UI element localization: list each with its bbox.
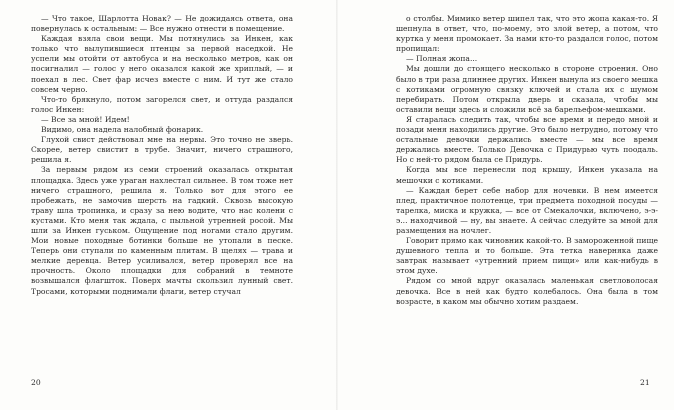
- right-paragraph: Рядом со мной вдруг оказалась маленькая светловолосая девочка. Все в ней как будто колебалось. Она была в том возрасте, в каком мы обычно хотим раздаем.: [396, 276, 658, 306]
- left-paragraph: — Что такое, Шарлотта Новак? — Не дожидаясь ответа, она повернулась к остальным: — Все нужно отнести в помещение.: [31, 14, 293, 34]
- right-paragraph: — Каждая берет себе набор для ночевки. В нем имеется плед, практичное полотенце, три предмета походной посуды — тарелка, миска и кружка, — все от Смекалочки, включено, э-э-э... находчивой — ну, вы знаете. А сейчас следуйте за мной для размещения на ночлег.: [396, 185, 658, 235]
- left-paragraph: Каждая взяла свои вещи. Мы потянулись за Инкен, как только что вылупившиеся птенцы за первой наседкой. Не успели мы отойти от автобуса и на несколько метров, как он посигналил — голос у него оказался какой же хриплый, — и поехал в лес. Свет фар исчез вместе с ним. И тут же стало совсем черно.: [31, 34, 293, 94]
- right-paragraph: Я старалась следить так, чтобы все время и передо мной и позади меня находились другие. Это было нетрудно, потому что остальные девочки держались вместе — мы все время держались вместе. Только Девочка с Придурью чуть поодаль. Но с ней-то рядом была се Придурь.: [396, 114, 658, 165]
- right-page-number: 21: [640, 378, 650, 387]
- right-paragraph: Когда мы все перенесли под крышу, Инкен указала на мешочки с котиками.: [396, 165, 658, 185]
- book-gutter: [336, 0, 338, 410]
- right-paragraph: — Полная жопа...: [406, 54, 478, 64]
- left-page-number: 20: [31, 378, 41, 387]
- left-paragraph: Глухой свист действовал мне на нервы. Это точно не зверь. Скорее, ветер свистит в трубе. Значит, ничего страшного, решила я.: [31, 135, 293, 165]
- left-paragraph: — Все за мной! Идем!: [41, 114, 130, 124]
- right-page: [396, 14, 658, 307]
- left-page: [31, 14, 293, 297]
- left-paragraph: За первым рядом из семи строений оказалась открытая площадка. Здесь уже ураган нахлестал сильнее. В том тоже нет ничего страшного, решила я. Только вот для этого ее пробежать, не замочив шерсть на гадкий. Сквозь высокую траву шла тропинка, и сразу за нею водите, что нас колени с кустами. Кто меня так ждала, с пыльной утренней росой. Мы шли за Инкен гуськом. Ощущение под ногами стало другим. Мои новые походные ботинки больше не утопали в песке. Теперь они ступали по каменным плитам. В щелях — трава и мелкие деревца. Ветер усиливался, ветер проверял все на прочность. Около площадки для собраний в темноте возвышался флагшток. Поверх мачты скользил лунный свет. Тросами, которыми поднимали флаги, ветер стучал: [31, 165, 293, 296]
- right-paragraph: Говорит прямо как чиновник какой-то. В замороженной пище душевного тепла и то больше. Эта тетка наверняка даже завтрак называет «утренний прием пищи» или как-нибудь в этом духе.: [396, 236, 659, 276]
- left-paragraph: Видимо, она надела налобный фонарик.: [41, 125, 204, 135]
- right-paragraph: Мы дошли до стоящего несколько в стороне строения. Оно было в три раза длиннее других. Инкен вынула из своего мешка с котиками огромную связку ключей и стала их с шумом перебирать. Потом открыла дверь и сказала, чтобы мы оставили вещи здесь и сложили всё за барельефом-мешками.: [396, 64, 658, 114]
- right-paragraph: о столбы. Мимико ветер шипел так, что это жопа какая-то. Я шепнула в ответ, что, по-моему, это злой ветер, а потом, что куртка у меня промокает. За нами кто-то раздался голос, потом пропищал:: [396, 14, 658, 54]
- left-paragraph: Что-то брякнуло, потом загорелся свет, и оттуда раздался голос Инкен:: [31, 94, 293, 114]
